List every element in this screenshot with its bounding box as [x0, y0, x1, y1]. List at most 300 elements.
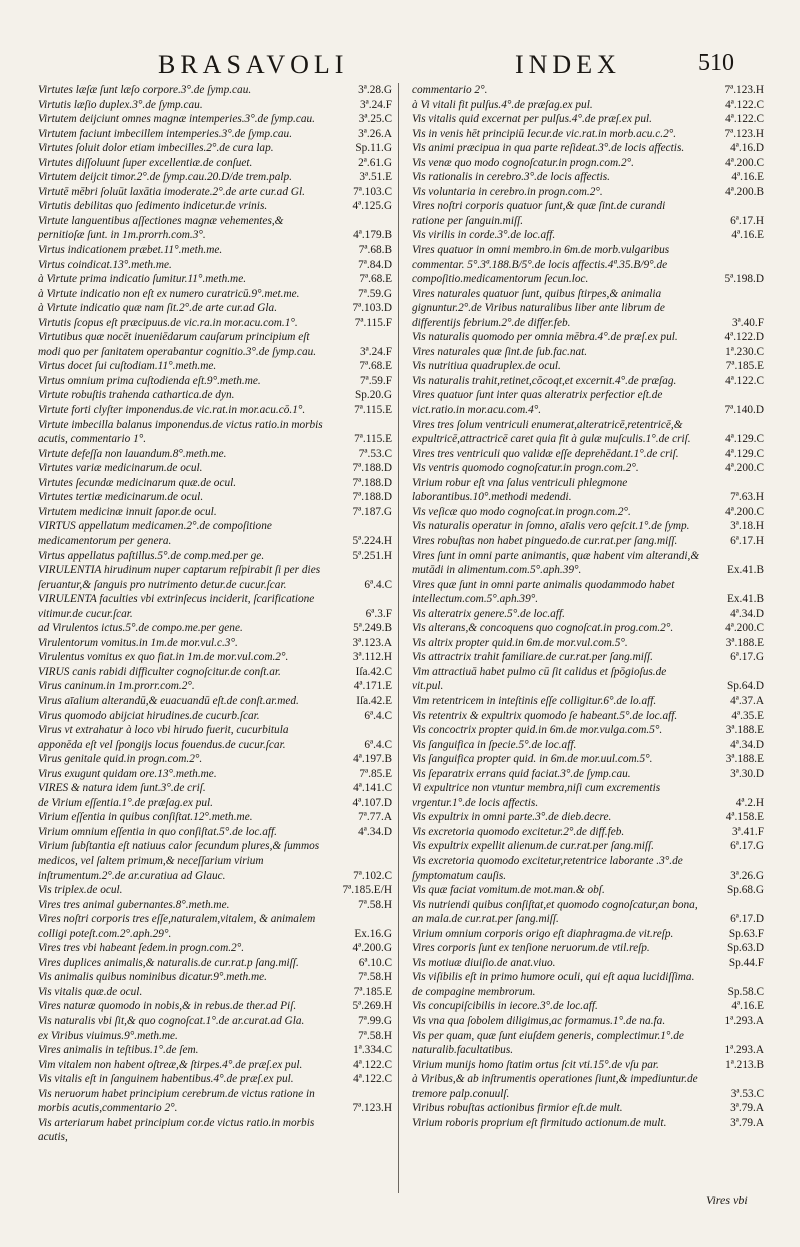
- index-entry: [412, 1101, 764, 1116]
- index-entry-text: Vis virilis in corde.3°.de loc.aff.: [412, 229, 556, 242]
- index-entry: [412, 1014, 764, 1029]
- index-entry: [412, 665, 764, 694]
- index-entry-text: Virtus docet ſui cuſtodiam.11°.meth.me.: [38, 360, 217, 373]
- index-entry: [38, 374, 392, 389]
- index-entry-text: Virtute robuſtis trahenda cathartica.de dyn.: [38, 389, 235, 402]
- index-entry-text: Vis expultrix in omni parte.3°.de dieb.decre.: [412, 811, 612, 824]
- index-entry-reference: Sp.63.F: [728, 927, 764, 940]
- index-entry: [38, 490, 392, 505]
- index-entry: [38, 767, 392, 782]
- index-entry-text: Virtute languentibus aſſectiones magnæ vehementes,& pernitioſæ ſunt. in 1m.prorrh.com.3°.: [38, 214, 284, 242]
- index-entry-text: Virtutis ſcopus eſt præcipuus.de vic.ra.in mor.acu.com.1°.: [38, 316, 298, 329]
- index-entry: [38, 1029, 392, 1044]
- index-entry-reference: 6ª.17.D: [730, 913, 764, 926]
- index-entry-text: Viribus robuſtas actionibus firmior eſt.de mult.: [412, 1102, 623, 1115]
- index-entry: [38, 636, 392, 651]
- index-entry-reference: 3ª.18.H: [730, 520, 764, 533]
- index-entry-text: à Viribus,& ab inſtrumentis operationes ſiunt,& impediuntur.de tremore palp.conuulſ.: [412, 1073, 698, 1100]
- index-entry: [412, 650, 764, 665]
- index-entry-text: Vires tres ventriculi quo validæ eſſe deprehēdant.1°.de criſ.: [412, 447, 679, 460]
- index-entry-reference: 4ª.37.A: [730, 694, 764, 707]
- index-entry-reference: 6ª.4.C: [364, 738, 392, 751]
- index-entry: [412, 359, 764, 374]
- index-entry: [38, 650, 392, 665]
- index-entry: [38, 752, 392, 767]
- index-entry-reference: 6ª.4.C: [364, 578, 392, 591]
- index-entry: [38, 98, 392, 113]
- index-entry: [412, 98, 764, 113]
- index-entry-text: Vis quæ faciat vomitum.de mot.man.& obſ.: [412, 884, 605, 897]
- index-entry: [412, 476, 764, 505]
- index-entry-text: Vires naturales quæ ſint.de ſub.fac.nat.: [412, 345, 588, 358]
- index-entry: [412, 825, 764, 840]
- index-entry-reference: 7ª.58.H: [358, 898, 392, 911]
- index-entry: [38, 519, 392, 548]
- index-entry-text: à Virtute indicatio quæ nam ſit.2°.de arte cur.ad Gla.: [38, 302, 278, 315]
- index-entry: [412, 185, 764, 200]
- index-entry: [412, 1116, 764, 1131]
- index-entry-text: Virium omnium eſſentia in quo conſiſtat.5°.de loc.aff.: [38, 825, 278, 838]
- index-entry-text: Vires animalis in teſtibus.1°.de ſem.: [38, 1044, 199, 1057]
- index-entry-reference: 4ª.158.E: [725, 811, 764, 824]
- index-entry: [38, 388, 392, 403]
- index-entry: [412, 1029, 764, 1058]
- index-entry-text: Vis vitalis quid excernat per pulſus.4°.de præſ.ex pul.: [412, 113, 652, 126]
- index-entry: [38, 272, 392, 287]
- index-entry-text: Vires corporis ſunt ex tenſione neruorum.de vtil.reſp.: [412, 942, 650, 955]
- index-entry-reference: 4ª.34.D: [730, 607, 764, 620]
- index-entry-text: Virtutē mēbri ſoluūt laxātia imoderate.2°.de arte cur.ad Gl.: [38, 185, 305, 198]
- index-entry: [38, 549, 392, 564]
- index-entry-reference: 4ª.200.C: [725, 462, 764, 475]
- index-entry-text: ex Viribus viuimus.9°.meth.me.: [38, 1029, 178, 1042]
- index-entry: [38, 141, 392, 156]
- index-entry: [412, 738, 764, 753]
- index-entry-text: Virium roboris proprium eſt firmitudo actionum.de mult.: [412, 1116, 667, 1129]
- index-entry-text: Virtutis læſio duplex.3°.de ſymp.cau.: [38, 98, 203, 111]
- index-entry: [38, 301, 392, 316]
- index-entry-text: Vis excretoria quomodo excitetur,retentrice laborante .3°.de ſymptomatum cauſis.: [412, 854, 683, 882]
- index-entry: [38, 461, 392, 476]
- index-entry: [38, 679, 392, 694]
- index-entry-reference: 7ª.188.D: [352, 462, 392, 475]
- index-entry-text: Virtutem medicinæ innuit ſapor.de ocul.: [38, 505, 217, 518]
- index-entry-text: Virtute defeſſa non lauandum.8°.meth.me.: [38, 447, 227, 460]
- index-entry-text: Virus vt extrahatur à loco vbi hirudo fuerit, cucurbitula apponēda eſt vel ſpongijs locus fouendus.de cucur.ſcar.: [38, 724, 289, 751]
- index-entry: [412, 854, 764, 883]
- index-entry-text: Vis triplex.de ocul.: [38, 884, 123, 897]
- running-head-author: BRASAVOLI: [158, 50, 349, 79]
- index-entry-reference: 4ª.200.G: [352, 942, 392, 955]
- index-entry-reference: 7ª.187.G: [352, 505, 392, 518]
- index-entry-text: Vis ſeparatrix errans quid faciat.3°.de ſymp.cau.: [412, 767, 631, 780]
- index-entry-text: commentario 2°.: [412, 84, 488, 96]
- index-entry-text: Vis nutriendi quibus conſiſtat,et quomodo cognoſcatur,an bona, an mala.de cur.rat.per ſang.miſſ.: [412, 898, 698, 926]
- index-entry-text: Virtutes ſoluit dolor etiam imbecilles.2°.de cura lap.: [38, 142, 274, 155]
- index-entry: [38, 112, 392, 127]
- index-entry-text: Vis ſanguifica propter quid. in 6m.de mor.uul.com.5°.: [412, 753, 653, 766]
- index-entry: [38, 1116, 392, 1145]
- index-entry-reference: 3ª.26.A: [358, 127, 392, 140]
- index-entry-text: Vis retentrix & expultrix quomodo ſe habeant.5°.de loc.aff.: [412, 709, 678, 722]
- index-entry: [412, 999, 764, 1014]
- index-entry: [412, 112, 764, 127]
- index-entry-reference: 3ª.40.F: [732, 316, 764, 329]
- index-entry: [38, 243, 392, 258]
- index-entry: [412, 839, 764, 854]
- index-entry: [412, 243, 764, 287]
- page-number: 510: [698, 50, 734, 76]
- index-entry-reference: 7ª.115.F: [354, 316, 392, 329]
- index-entry-text: ad Virulentos ictus.5°.de compo.me.per gene.: [38, 622, 243, 635]
- index-entry-reference: 3ª.24.F: [360, 345, 392, 358]
- index-entry-reference: 1ª.293.A: [724, 1044, 764, 1057]
- index-entry-reference: 7ª.103.D: [352, 302, 392, 315]
- index-entry-text: VIRES & natura idem ſunt.3°.de criſ.: [38, 782, 206, 795]
- index-entry-text: Vis venæ quo modo cognoſcatur.in progn.com.2°.: [412, 156, 634, 169]
- index-entry-reference: 7ª.188.D: [352, 491, 392, 504]
- index-entry-reference: 4ª.200.B: [725, 185, 764, 198]
- index-entry-reference: 3ª.123.A: [352, 636, 392, 649]
- index-entry-reference: Sp.58.C: [727, 985, 764, 998]
- index-entry-reference: 7ª.123.H: [724, 127, 764, 140]
- index-entry: [412, 228, 764, 243]
- index-entry-reference: 7ª.123.H: [352, 1102, 392, 1115]
- index-entry: [412, 898, 764, 927]
- index-entry-reference: 3ª.30.D: [730, 767, 764, 780]
- index-column-right: [412, 83, 764, 1130]
- index-entry: [38, 330, 392, 359]
- index-entry-text: Virtus indicationem præbet.11°.meth.me.: [38, 244, 223, 257]
- index-entry-reference: 4ª.171.E: [353, 680, 392, 693]
- index-entry-reference: 4ª.16.D: [730, 142, 764, 155]
- index-entry-text: Virus caninum.in 1m.prorr.com.2°.: [38, 680, 195, 693]
- index-entry: [38, 621, 392, 636]
- index-entry: [38, 447, 392, 462]
- index-entry-reference: Sp.64.D: [726, 680, 764, 693]
- index-entry-reference: 6ª.10.C: [358, 956, 392, 969]
- index-entry: [412, 519, 764, 534]
- index-entry-reference: 4ª.200.C: [725, 505, 764, 518]
- index-entry-text: à Virtute prima indicatio ſumitur.11°.meth.me.: [38, 273, 247, 286]
- index-entry: [412, 83, 764, 98]
- index-entry: [38, 839, 392, 883]
- index-entry: [412, 607, 764, 622]
- index-entry: [412, 621, 764, 636]
- index-entry: [412, 418, 764, 447]
- index-entry-reference: 3ª.26.G: [730, 869, 764, 882]
- index-entry-text: Vis veſicæ quo modo cognoſcat.in progn.com.2°.: [412, 505, 631, 518]
- index-entry: [38, 912, 392, 941]
- index-entry-reference: 7ª.99.G: [358, 1015, 392, 1027]
- index-entry-text: Virium robur eſt vna ſalus ventriculi phlegmone laborantibus.10°.methodi medendi.: [412, 476, 628, 504]
- index-entry-text: Vis animalis quibus nominibus dicatur.9°.meth.me.: [38, 971, 267, 984]
- index-entry-reference: 3ª.188.E: [725, 636, 764, 649]
- index-entry: [38, 810, 392, 825]
- index-entry: [412, 941, 764, 956]
- index-entry-text: Virtutis debilitas quo ſedimento indicetur.de vrinis.: [38, 200, 268, 213]
- index-entry-reference: 3ª.79.A: [730, 1102, 764, 1115]
- index-entry: [38, 709, 392, 724]
- index-entry-text: Virtutes læſæ ſunt læſo corpore.3°.de ſymp.cau.: [38, 84, 252, 96]
- index-entry-text: Vires ſunt in omni parte animantis, quæ habent vim alterandi,& mutādi in alimentum.com.5°.aph.39°.: [412, 549, 700, 577]
- index-entry-text: Vis motiuæ diuiſio.de anat.viuo.: [412, 956, 556, 969]
- index-entry-text: Virtutem deijciunt omnes magnæ intemperies.3°.de ſymp.cau.: [38, 113, 315, 126]
- catchword: Vires vbi: [706, 1193, 748, 1207]
- index-entry: [38, 1072, 392, 1087]
- index-entry-text: Vis naturalis vbi ſit,& quo cognoſcat.1°.de ar.curat.ad Gla.: [38, 1015, 305, 1027]
- index-entry-reference: 4ª.125.G: [352, 200, 392, 213]
- index-entry-reference: 7ª.102.C: [353, 869, 392, 882]
- index-entry-reference: 4ª.122.C: [725, 113, 764, 126]
- index-entry-reference: 3ª.112.H: [352, 651, 392, 664]
- index-entry: [38, 970, 392, 985]
- index-entry: [38, 941, 392, 956]
- index-entry: [412, 694, 764, 709]
- index-entry: [38, 505, 392, 520]
- index-entry-text: Vires quatuor in omni membro.in 6m.de morb.vulgaribus commentar. 5°.3ª.188.B/5°.de locis affectis.4ª.35.B/9°.de compoſitio.medicamentorum ſecun.loc.: [412, 244, 670, 286]
- index-entry-text: Vim retentricem in inteſtinis eſſe colligitur.6°.de lo.aff.: [412, 694, 657, 707]
- index-entry-text: Vis animi præcipua in qua parte reſideat.3°.de locis affectis.: [412, 142, 685, 155]
- index-entry: [38, 83, 392, 98]
- index-entry-reference: 4ª.200.C: [725, 622, 764, 635]
- index-entry: [38, 403, 392, 418]
- index-entry-text: Vis naturalis trahit,retinet,cōcoqt,et excernit.4°.de præſag.: [412, 374, 677, 387]
- index-entry: [412, 388, 764, 417]
- index-entry-text: Vis excretoria quomodo excitetur.2°.de diff.feb.: [412, 825, 625, 838]
- index-entry-text: Vis vna qua ſobolem diligimus,ac formamus.1°.de na.fa.: [412, 1015, 666, 1027]
- index-entry-text: Vires naturales quatuor ſunt, quibus ſtirpes,& animalia gignuntur.2°.de Viribus naturalibus liber ante librum de differentijs febrium.2°.de differ.feb.: [412, 287, 665, 329]
- index-entry: [38, 127, 392, 142]
- index-entry-text: VIRTUS appellatum medicamen.2°.de compoſitione medicamentorum per genera.: [38, 520, 272, 547]
- index-entry-text: Virtutes diſſoluunt ſuper excellentiæ.de conſuet.: [38, 156, 253, 169]
- index-entry-reference: Sp.11.G: [355, 142, 392, 155]
- index-entry-text: Virulentorum vomitus.in 1m.de mor.vul.c.3°.: [38, 636, 238, 649]
- index-entry-reference: 4ª.129.C: [725, 433, 764, 446]
- index-entry-reference: 7ª.140.D: [724, 404, 764, 417]
- index-entry-reference: 6ª.4.C: [364, 709, 392, 722]
- index-entry-reference: Sp.63.D: [726, 942, 764, 955]
- index-entry: [412, 199, 764, 228]
- index-entry-text: Vis concoctrix propter quid.in 6m.de mor.vulga.com.5°.: [412, 724, 663, 737]
- index-entry-text: Vim vitalem non habent oſtreæ,& ſtirpes.4°.de præſ.ex pul.: [38, 1058, 303, 1071]
- index-entry-reference: Sp.20.G: [354, 389, 392, 402]
- index-entry-reference: Ex.41.B: [726, 593, 764, 606]
- index-entry: [412, 883, 764, 898]
- index-entry-text: de Virium eſſentia.1°.de præſag.ex pul.: [38, 796, 213, 809]
- index-entry-reference: 4ª.35.E: [731, 709, 764, 722]
- index-entry-text: Vis vitalis quæ.de ocul.: [38, 985, 143, 998]
- index-entry: [412, 330, 764, 345]
- index-entry-reference: 1ª.293.A: [724, 1015, 764, 1027]
- index-entry-reference: 1ª.334.C: [353, 1044, 392, 1057]
- index-entry-reference: 4ª.122.C: [725, 98, 764, 111]
- index-entry-reference: 7ª.188.D: [352, 476, 392, 489]
- index-entry: [412, 549, 764, 578]
- index-entry: [412, 287, 764, 331]
- index-entry-text: Vis attractrix trahit familiare.de cur.rat.per ſang.miſſ.: [412, 651, 653, 664]
- index-entry-text: Virtutes variæ medicinarum.de ocul.: [38, 462, 203, 475]
- index-entry: [38, 1043, 392, 1058]
- index-entry-text: à Virtute indicatio non eſt ex numero curatricū.9°.met.me.: [38, 287, 300, 300]
- index-entry-reference: 4ª.122.C: [353, 1073, 392, 1086]
- index-entry-reference: 3ª.28.G: [358, 84, 392, 96]
- index-entry-text: Virtus appellatus paſtillus.5°.de comp.med.per ge.: [38, 549, 265, 562]
- index-entry: [412, 447, 764, 462]
- index-entry-text: Virium eſſentia in quibus conſiſtat.12°.meth.me.: [38, 811, 253, 824]
- index-entry-text: Virtute imbecilla balanus imponendus.de victus ratio.in morbis acutis, commentario 1°.: [38, 418, 323, 446]
- index-entry: [38, 694, 392, 709]
- index-entry: [38, 1058, 392, 1073]
- index-entry: [38, 170, 392, 185]
- index-entry-text: Vis vitalis eſt in ſanguinem habentibus.4°.de præſ.ex pul.: [38, 1073, 294, 1086]
- index-entry: [412, 505, 764, 520]
- index-entry-text: Virtus omnium prima cuſtodienda eſt.9°.meth.me.: [38, 374, 261, 387]
- index-entry-reference: 7ª.185.E: [353, 985, 392, 998]
- index-entry: [38, 781, 392, 796]
- index-entry: [38, 476, 392, 491]
- index-entry: [38, 359, 392, 374]
- index-entry-reference: 4ª.2.H: [735, 796, 764, 809]
- index-entry: [412, 752, 764, 767]
- index-entry-text: Vis nutritiua quadruplex.de ocul.: [412, 360, 561, 373]
- index-entry-text: Virtutem faciunt imbecillem intemperies.3°.de ſymp.cau.: [38, 127, 293, 140]
- index-entry-reference: 7ª.58.H: [358, 1029, 392, 1042]
- index-entry-reference: 3ª.188.E: [725, 724, 764, 737]
- index-entry-text: Vis expultrix expellit alienum.de cur.rat.per ſang.miſſ.: [412, 840, 654, 853]
- index-entry-reference: Iſa.42.E: [356, 694, 392, 707]
- index-entry: [412, 723, 764, 738]
- index-entry: [38, 883, 392, 898]
- index-entry-text: Virus genitale quid.in progn.com.2°.: [38, 753, 203, 766]
- index-entry: [412, 956, 764, 971]
- index-entry-text: Vis alteratrix genere.5°.de loc.aff.: [412, 607, 565, 620]
- index-entry-reference: Sp.44.F: [728, 956, 764, 969]
- index-entry-reference: 4ª.34.D: [358, 825, 392, 838]
- index-entry-text: Virium omnium corporis origo eſt diaphragma.de vit.reſp.: [412, 927, 674, 940]
- index-entry: [412, 461, 764, 476]
- index-entry-text: Vires naturæ quomodo in nobis,& in rebus.de ther.ad Piſ.: [38, 1000, 297, 1013]
- index-entry-reference: 4ª.107.D: [352, 796, 392, 809]
- running-head: [0, 50, 800, 84]
- index-entry: [412, 767, 764, 782]
- index-entry: [38, 185, 392, 200]
- index-entry-reference: Ex.16.G: [354, 927, 392, 940]
- index-entry-reference: 3ª.41.F: [732, 825, 764, 838]
- running-head-title: INDEX: [515, 50, 621, 79]
- index-entry: [38, 287, 392, 302]
- index-entry-reference: 3ª.79.A: [730, 1116, 764, 1129]
- index-entry-text: Vis alterans,& concoquens quo cognoſcat.in prog.com.2°.: [412, 622, 674, 635]
- index-entry: [412, 127, 764, 142]
- index-entry-reference: 5ª.249.B: [353, 622, 392, 635]
- index-entry-text: Vires tres ſolum ventriculi enumerat,alteratricē,retentricē,& expultricē,attractricē caret quia fit à gulæ muſculis.1°.de criſ.: [412, 418, 691, 446]
- index-entry-reference: 3ª.53.C: [730, 1087, 764, 1100]
- index-entry-text: Vis viſibilis eſt in primo humore oculi, qui eſt aqua lucidiſſima. de compagine membrorum.: [412, 971, 695, 998]
- index-entry-text: Virtutibus quæ nocēt inueniēdarum cauſarum principium eſt modi quo per ſanitatem operabantur cognitio.3°.de ſymp.cau.: [38, 331, 317, 358]
- index-entry-text: Virtutem deijcit timor.2°.de ſymp.cau.20.D/de trem.palp.: [38, 171, 292, 184]
- index-entry-reference: 1ª.230.C: [725, 345, 764, 358]
- index-entry-reference: 7ª.84.D: [358, 258, 392, 271]
- index-entry-reference: 4ª.16.E: [731, 229, 764, 242]
- index-entry-reference: 7ª.59.G: [358, 287, 392, 300]
- index-entry-text: Virium munijs homo ſtatim ortus ſcit vti.15°.de vſu par.: [412, 1058, 659, 1071]
- index-entry-text: VIRUS canis rabidi difficulter cognoſcitur.de conſt.ar.: [38, 665, 281, 678]
- index-entry-reference: 7ª.185.E/H: [342, 884, 392, 897]
- index-entry-reference: Ex.41.B: [726, 564, 764, 577]
- index-entry-reference: Sp.68.G: [726, 884, 764, 897]
- index-entry: [412, 578, 764, 607]
- index-entry-reference: 1ª.213.B: [725, 1058, 764, 1071]
- index-entry: [38, 592, 392, 621]
- index-entry-text: Vires robuſtas non habet pinguedo.de cur.rat.per ſang.miſſ.: [412, 534, 678, 547]
- index-column-left: [38, 83, 392, 1145]
- index-entry-reference: 7ª.53.C: [358, 447, 392, 460]
- index-entry-text: Virus exugunt quidam ore.13°.meth.me.: [38, 767, 217, 780]
- index-entry-reference: 7ª.85.E: [359, 767, 392, 780]
- index-entry-reference: 4ª.122.D: [724, 331, 764, 344]
- index-entry-reference: 2ª.61.G: [358, 156, 392, 169]
- index-entry: [38, 1014, 392, 1029]
- index-entry-reference: 6ª.17.G: [730, 840, 764, 853]
- index-entry: [38, 563, 392, 592]
- index-entry: [412, 810, 764, 825]
- index-entry-text: Vires duplices animalis,& naturalis.de cur.rat.p ſang.miſſ.: [38, 956, 299, 969]
- index-entry-text: Virtute forti clyſter imponendus.de vic.rat.in mor.acu.cō.1°.: [38, 404, 306, 417]
- index-entry-reference: 4ª.16.E: [731, 171, 764, 184]
- index-entry-reference: 4ª.141.C: [353, 782, 392, 795]
- index-entry-reference: 7ª.68.B: [358, 244, 392, 257]
- index-entry-reference: Iſa.42.C: [355, 665, 392, 678]
- index-entry-text: Vis voluntaria in cerebro.in progn.com.2°.: [412, 185, 603, 198]
- index-entry-reference: 4ª.122.C: [353, 1058, 392, 1071]
- index-entry-text: Vires noſtri corporis quatuor ſunt,& quæ ſint.de curandi ratione per ſanguin.miſſ.: [412, 200, 666, 227]
- index-entry-text: Vis in venis hēt principiū Iecur.de vic.rat.in morb.acu.c.2°.: [412, 127, 677, 140]
- column-divider: [398, 83, 399, 1193]
- index-entry: [412, 156, 764, 171]
- index-entry-reference: 4ª.200.C: [725, 156, 764, 169]
- index-entry-reference: 6ª.3.F: [365, 607, 392, 620]
- index-entry-reference: 4ª.197.B: [353, 753, 392, 766]
- index-entry-reference: 3ª.25.C: [358, 113, 392, 126]
- index-entry-reference: 7ª.77.A: [358, 811, 392, 824]
- index-entry-reference: 4ª.16.E: [731, 1000, 764, 1013]
- index-entry: [412, 927, 764, 942]
- index-entry: [412, 345, 764, 360]
- index-entry-reference: 7ª.59.F: [360, 374, 392, 387]
- index-entry: [38, 999, 392, 1014]
- index-entry: [38, 214, 392, 243]
- index-entry: [412, 141, 764, 156]
- index-entry-text: Vis neruorum habet principium cerebrum.de victus ratione in morbis acutis,commentario 2°.: [38, 1087, 315, 1115]
- index-entry-text: Vis per quam, quæ ſunt eiuſdem generis, complectimur.1°.de naturalib.facultatibus.: [412, 1029, 684, 1057]
- index-entry-text: Vires quatuor ſunt inter quas alteratrix perfectior eſt.de vict.ratio.in mor.acu.com.4°.: [412, 389, 663, 417]
- index-entry-text: Virtutes ſecundæ medicinarum quæ.de ocul.: [38, 476, 237, 489]
- index-entry-text: VIRULENTA faculties vbi extrinſecus inciderit, ſcarificatione vitimur.de cucur.ſcar.: [38, 593, 315, 620]
- index-entry: [412, 534, 764, 549]
- index-entry-reference: 6ª.17.H: [730, 214, 764, 227]
- index-entry-reference: 7ª.103.C: [353, 185, 392, 198]
- index-entry: [38, 796, 392, 811]
- index-entry: [412, 709, 764, 724]
- index-entry-reference: 5ª.251.H: [352, 549, 392, 562]
- index-entry: [38, 156, 392, 171]
- index-entry-reference: 7ª.63.H: [730, 491, 764, 504]
- index-entry-reference: 7ª.68.E: [359, 360, 392, 373]
- index-entry: [412, 374, 764, 389]
- index-entry-text: Vis concupiſcibilis in iecore.3°.de loc.aff.: [412, 1000, 598, 1013]
- index-entry-reference: 7ª.68.E: [359, 273, 392, 286]
